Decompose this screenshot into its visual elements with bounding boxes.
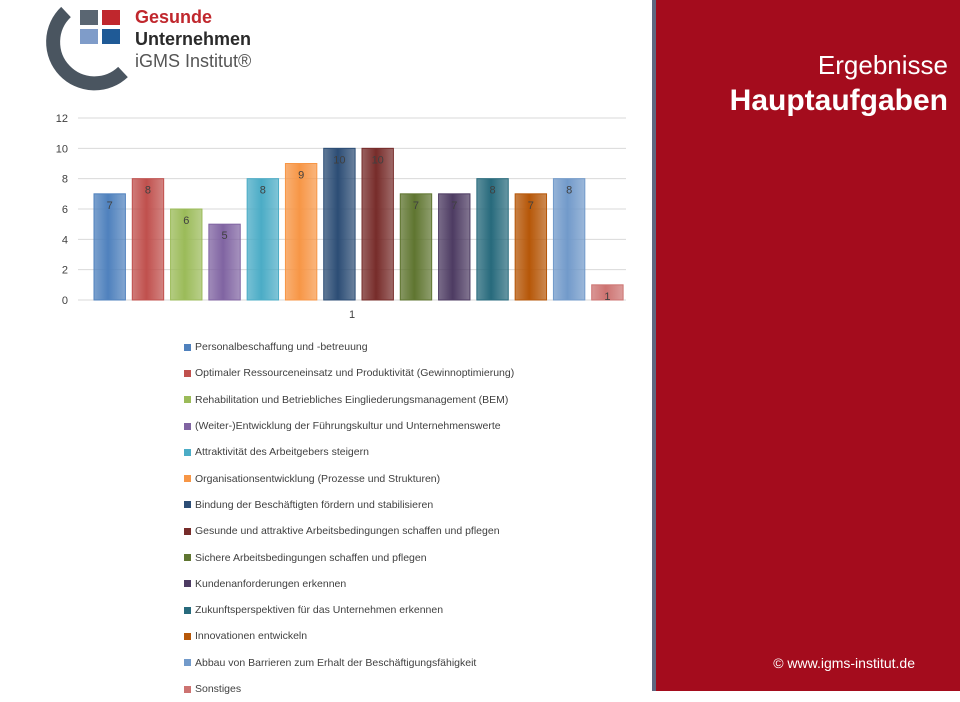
legend-label: Bindung der Beschäftigten fördern und stabilisieren: [195, 498, 434, 511]
legend-item: [184, 623, 514, 649]
bar-data-label: 8: [259, 184, 266, 197]
copyright-footer: © www.igms-institut.de: [773, 655, 915, 671]
y-tick-label: 6: [61, 204, 68, 216]
legend-item: [184, 387, 514, 413]
legend-swatch: [184, 607, 191, 614]
bar-data-label: 8: [144, 184, 152, 197]
legend-item: [184, 465, 514, 491]
legend-swatch: [184, 659, 191, 666]
bar-data-label: 9: [298, 169, 305, 182]
bar-data-label: 8: [489, 184, 496, 197]
legend-swatch: [184, 344, 191, 351]
y-tick-label: 10: [55, 143, 68, 156]
y-tick-label: 12: [55, 113, 68, 125]
legend-label: Personalbeschaffung und -betreuung: [195, 341, 368, 354]
logo-line-2: Unternehmen: [135, 29, 252, 49]
bar-8: [362, 148, 393, 300]
bar-7: [324, 148, 355, 300]
legend-label: Rehabilitation und Betriebliches Eingliederungsmanagement (BEM): [195, 393, 509, 406]
chart-legend: [184, 334, 514, 702]
legend-swatch: [184, 423, 191, 430]
bar-2: [132, 179, 163, 300]
legend-label: Gesunde und attraktive Arbeitsbedingungen schaffen und pflegen: [195, 525, 500, 538]
bar-data-label: 8: [566, 184, 573, 197]
bar-6: [285, 164, 316, 301]
legend-item: [184, 439, 514, 465]
legend-label: Abbau von Barrieren zum Erhalt der Beschäftigungsfähigkeit: [195, 656, 477, 669]
legend-item: [184, 492, 514, 518]
legend-label: Innovationen entwickeln: [195, 630, 308, 643]
y-tick-label: 8: [61, 173, 68, 186]
legend-label: Sonstiges: [195, 683, 242, 695]
legend-swatch: [184, 528, 191, 535]
legend-item: [184, 650, 514, 676]
legend-item: [184, 334, 514, 360]
legend-item: [184, 413, 514, 439]
legend-label: (Weiter-)Entwicklung der Führungskultur und Unternehmenswerte: [195, 420, 501, 433]
legend-item: [184, 597, 514, 623]
legend-swatch: [184, 396, 191, 403]
legend-item: [184, 676, 514, 702]
y-tick-label: 4: [61, 234, 68, 247]
legend-label: Organisationsentwicklung (Prozesse und Strukturen): [195, 472, 441, 485]
legend-item: [184, 571, 514, 597]
bar-data-label: 7: [412, 199, 420, 212]
bar-11: [477, 179, 508, 300]
logo-line-3: iGMS Institut®: [135, 51, 252, 71]
bar-data-label: 7: [527, 199, 534, 212]
bar-data-label: 10: [371, 154, 384, 167]
title-subheading: Ergebnisse: [817, 50, 948, 80]
legend-label: Optimaler Ressourceneinsatz und Produktivität (Gewinnoptimierung): [195, 367, 515, 380]
legend-swatch: [184, 686, 191, 693]
bar-data-label: 5: [221, 230, 228, 243]
legend-label: Kundenanforderungen erkennen: [195, 577, 347, 590]
y-tick-label: 2: [61, 264, 68, 277]
bar-13: [553, 179, 584, 300]
bar-data-label: 6: [183, 215, 190, 227]
legend-swatch: [184, 370, 191, 377]
bar-5: [247, 179, 278, 300]
y-tick-label: 0: [61, 295, 68, 307]
page-title: Hauptaufgaben: [729, 84, 948, 117]
legend-item: [184, 518, 514, 544]
legend-label: Sichere Arbeitsbedingungen schaffen und pflegen: [195, 551, 427, 564]
legend-swatch: [184, 475, 191, 482]
bar-chart: [0, 0, 650, 330]
legend-swatch: [184, 449, 191, 456]
bar-data-label: 7: [106, 199, 113, 212]
x-tick-label: 1: [348, 309, 356, 321]
bar-data-label: 1: [604, 290, 611, 303]
legend-swatch: [184, 580, 191, 587]
bar-data-label: 10: [333, 154, 346, 167]
title-panel: [652, 0, 960, 691]
legend-item: [184, 544, 514, 570]
legend-swatch: [184, 501, 191, 508]
legend-label: Zukunftsperspektiven für das Unternehmen erkennen: [195, 604, 444, 617]
legend-swatch: [184, 633, 191, 640]
legend-swatch: [184, 554, 191, 561]
legend-item: [184, 360, 514, 386]
legend-label: Attraktivität des Arbeitgebers steigern: [195, 446, 369, 459]
logo-line-1: Gesunde: [135, 7, 213, 27]
bar-data-label: 7: [451, 199, 458, 212]
